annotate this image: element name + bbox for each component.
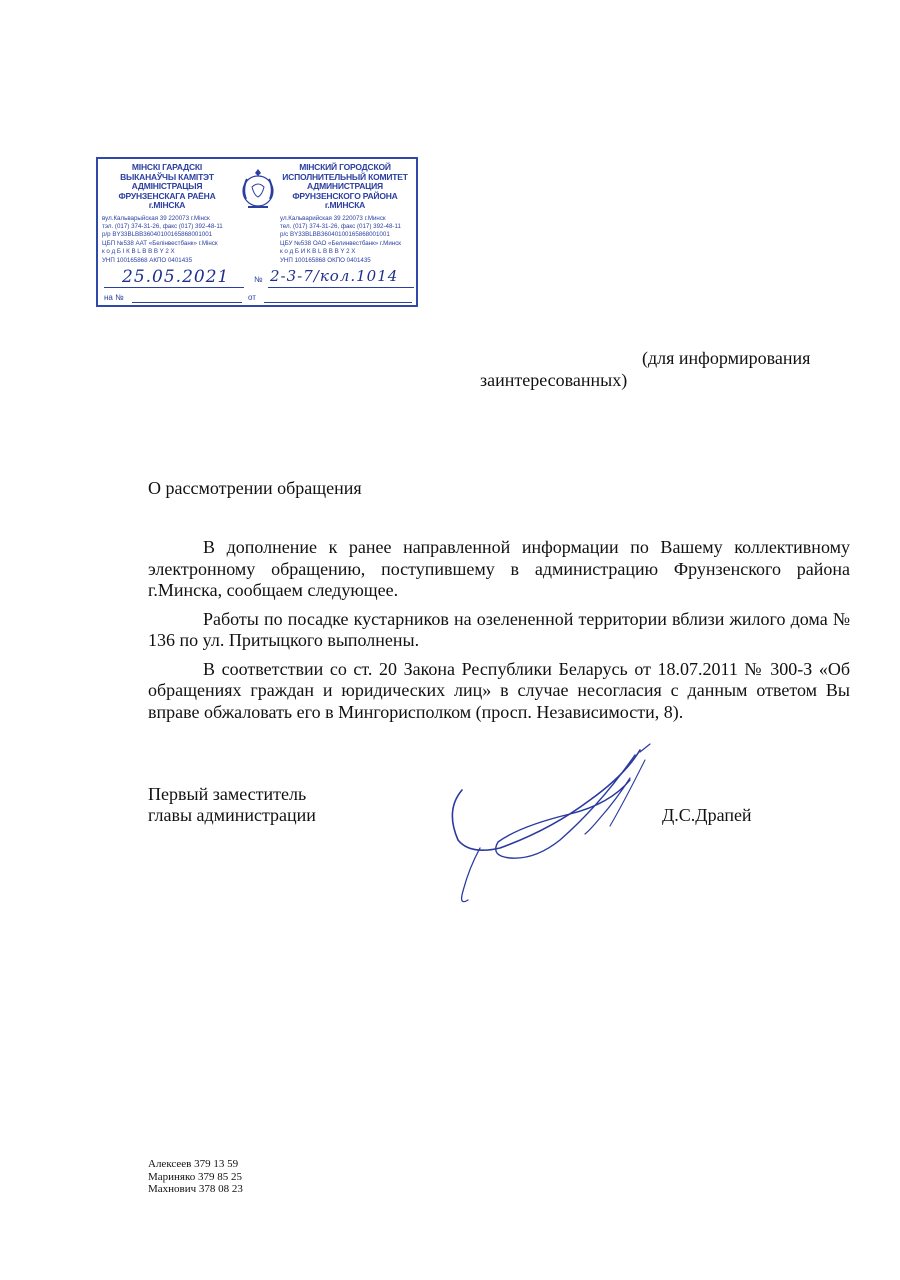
body-paragraph-3: В соответствии со ст. 20 Закона Республики Беларусь от 18.07.2011 № 300-З «Об обращениях граждан и юридических лиц» в случае несогласия с данным ответом Вы вправе обжаловать его в Мингорисполком (просп. Независимости, 8). [148,658,850,722]
outgoing-number: 2-3-7/кол.1014 [270,267,399,285]
number-label: № [254,275,263,284]
stamp-belarusian-column [102,163,232,265]
from-line [264,302,412,303]
body-paragraph-1: В дополнение к ранее направленной информации по Вашему коллективному электронному обращению, поступившему в администрацию Фрунзенского района г.Минска, сообщаем следующее. [148,537,850,600]
coat-of-arms-icon [238,169,278,215]
stamp-date-row [102,267,414,289]
contact-item: Махнович 378 08 23 [148,1183,243,1195]
number-underline [268,287,414,288]
stamp-org-by: МІНСКІ ГАРАДСКІ ВЫКАНАЎЧЫ КАМІТЭТ АДМІНІСТРАЦЫЯ ФРУНЗЕНСКАГА РАЁНА г.МІНСКА [118,162,216,210]
contact-item: Мариняко 379 85 25 [148,1170,243,1183]
signer-title-line-1: Первый заместитель [148,784,307,804]
on-number-line [132,302,242,303]
body-paragraph-2: Работы по посадке кустарников на озелененной территории вблизи жилого дома № 136 по ул. Притыцкого выполнены. [148,608,850,650]
letter-body [148,537,850,730]
contact-list [148,1158,243,1196]
addressee-line-2: заинтересованных) [480,370,628,390]
stamp-details-ru: ул.Кальварийская 39 220073 г.Минск тел. (017) 374-31-26, факс (017) 392-48-11 р/с BY33BLBB36040100165868001001 ЦБУ №538 ОАО «Белинвестбанк» г.Минск к о д Б И К B L B B B Y 2 X УНП 100165868 ОКПО 0401435 [280,214,402,264]
addressee-line-1: (для информирования [642,348,811,368]
addressee-block [480,347,860,391]
official-stamp [96,157,418,307]
stamp-org-ru: МІНСКИЙ ГОРОДСКОЙ ИСПОЛНИТЕЛЬНЫЙ КОМИТЕТ АДМИНИСТРАЦИЯ ФРУНЗЕНСКОГО РАЙОНА г.МИНСКА [282,162,408,210]
date-underline [104,287,244,288]
stamp-details-by: вул.Кальварыйская 39 220073 г.Мінск тэл. (017) 374-31-26, факс (017) 392-48-11 р/р BY33BLBB36040100165868001001 ЦБП №538 ААТ «Белінвестбанк» г.Мінск к о д Б І К B L B B B Y 2 X УНП 100165868 АКПО 0401435 [102,214,223,264]
contact-item: Алексеев 379 13 59 [148,1158,239,1170]
stamp-russian-column [280,163,410,265]
outgoing-date: 25.05.2021 [122,267,230,287]
from-label: от [248,293,256,302]
handwritten-signature [440,730,680,910]
on-number-label: на № [104,293,124,302]
signer-title [148,784,316,826]
signer-name: Д.С.Драпей [662,805,752,825]
letter-subject: О рассмотрении обращения [148,478,362,498]
signer-title-line-2: главы администрации [148,805,316,825]
